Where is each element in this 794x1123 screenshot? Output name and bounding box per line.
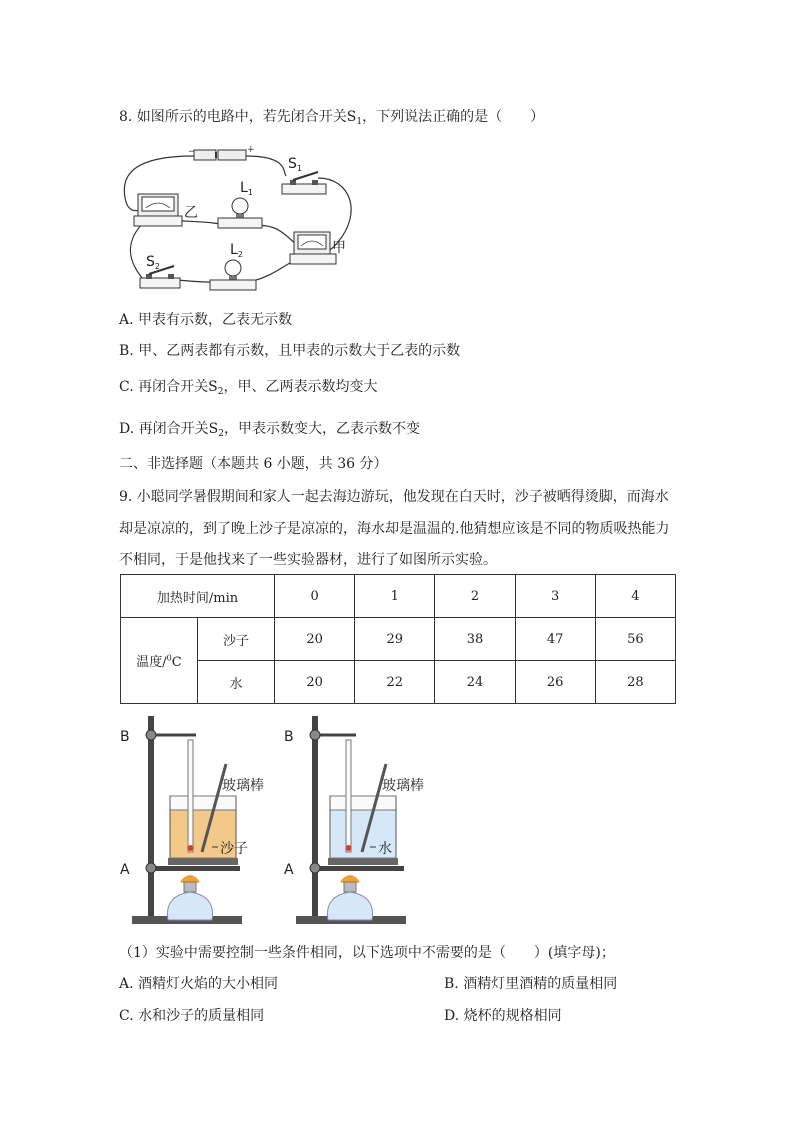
meter-jia (290, 232, 346, 264)
value-cell: 29 (355, 618, 435, 661)
section-heading: 二、非选择题（本题共 6 小题，共 36 分） (119, 456, 388, 472)
label-sand: 沙子 (220, 841, 248, 857)
s2-label: $S_2$ (146, 254, 160, 271)
row-name-cell: 水 (198, 661, 275, 704)
q8-stem: 8. 如图所示的电路中，若先闭合开关$S_1$，下列说法正确的是（ ） (119, 109, 545, 127)
switch-s2 (140, 254, 180, 288)
q9-line-3: 不相同，于是他找来了一些实验器材，进行了如图所示实验。 (119, 552, 497, 568)
row-name-cell: 沙子 (198, 618, 275, 661)
s1-label: $S_1$ (288, 156, 302, 173)
q9-choice-b: B. 酒精灯里酒精的质量相同 (444, 976, 618, 992)
value-cell: 28 (595, 661, 675, 704)
q8-option-b: B. 甲、乙两表都有示数，且甲表的示数大于乙表的示数 (119, 343, 461, 359)
value-cell: 22 (355, 661, 435, 704)
label-b: B (120, 729, 130, 745)
lamp-l2 (210, 242, 256, 290)
label-a: A (120, 862, 130, 878)
q9-line-2: 却是凉凉的，到了晚上沙子是凉凉的，海水却是温温的.他猜想应该是不同的物质吸热能力 (119, 521, 670, 537)
q9-sub-question-1: （1）实验中需要控制一些条件相同，以下选项中不需要的是（ ）(填字母)； (119, 945, 615, 961)
q9-choice-d: D. 烧杯的规格相同 (444, 1008, 562, 1024)
value-cell: 20 (275, 661, 355, 704)
value-cell: 56 (595, 618, 675, 661)
circuit-figure (118, 142, 363, 302)
value-cell: 38 (435, 618, 515, 661)
gauze (168, 858, 238, 865)
l1-label: $L_1$ (240, 180, 253, 197)
meter-jia-label: 甲 (332, 240, 346, 256)
battery-minus-label: − (188, 147, 196, 157)
time-cell: 2 (435, 575, 515, 618)
value-cell: 26 (515, 661, 595, 704)
table-row (121, 575, 676, 618)
time-cell: 3 (515, 575, 595, 618)
q8-option-c: C. 再闭合开关$S_2$，甲、乙两表示数均变大 (119, 379, 378, 397)
value-cell: 47 (515, 618, 595, 661)
switch-s1 (282, 156, 326, 194)
thermometer (188, 740, 194, 852)
q9-choice-a: A. 酒精灯火焰的大小相同 (119, 976, 279, 992)
time-cell: 1 (355, 575, 435, 618)
table-row (121, 618, 676, 661)
label-a: A (284, 862, 294, 878)
battery-plus-label: + (247, 145, 255, 155)
q9-choice-c: C. 水和沙子的质量相同 (119, 1008, 265, 1024)
label-glass-rod: 玻璃棒 (222, 778, 264, 794)
gauze (328, 858, 398, 865)
time-cell: 4 (595, 575, 675, 618)
thermometer (346, 740, 352, 852)
value-cell: 24 (435, 661, 515, 704)
alcohol-lamp (167, 875, 212, 920)
alcohol-lamp (327, 875, 372, 920)
temp-label-cell: 温度/$^0$C (121, 618, 198, 704)
table-row (121, 661, 676, 704)
sand-apparatus-figure (118, 710, 288, 930)
q8-option-d: D. 再闭合开关$S_2$，甲表示数变大，乙表示数不变 (119, 421, 420, 439)
meter-yi-label: 乙 (184, 205, 198, 221)
l2-label: $L_2$ (230, 242, 243, 259)
water-apparatus-figure (282, 710, 452, 930)
label-water: 水 (378, 841, 392, 857)
value-cell: 20 (275, 618, 355, 661)
q8-option-a: A. 甲表有示数，乙表无示数 (119, 312, 293, 328)
lamp-l1 (218, 180, 262, 228)
label-b: B (284, 729, 294, 745)
battery (188, 145, 255, 160)
header-label-cell: 加热时间/min (121, 575, 275, 618)
temperature-table (120, 574, 676, 704)
q9-line-1: 9. 小聪同学暑假期间和家人一起去海边游玩，他发现在白天时，沙子被晒得烫脚，而海水 (119, 489, 669, 505)
label-glass-rod: 玻璃棒 (382, 778, 424, 794)
time-cell: 0 (275, 575, 355, 618)
